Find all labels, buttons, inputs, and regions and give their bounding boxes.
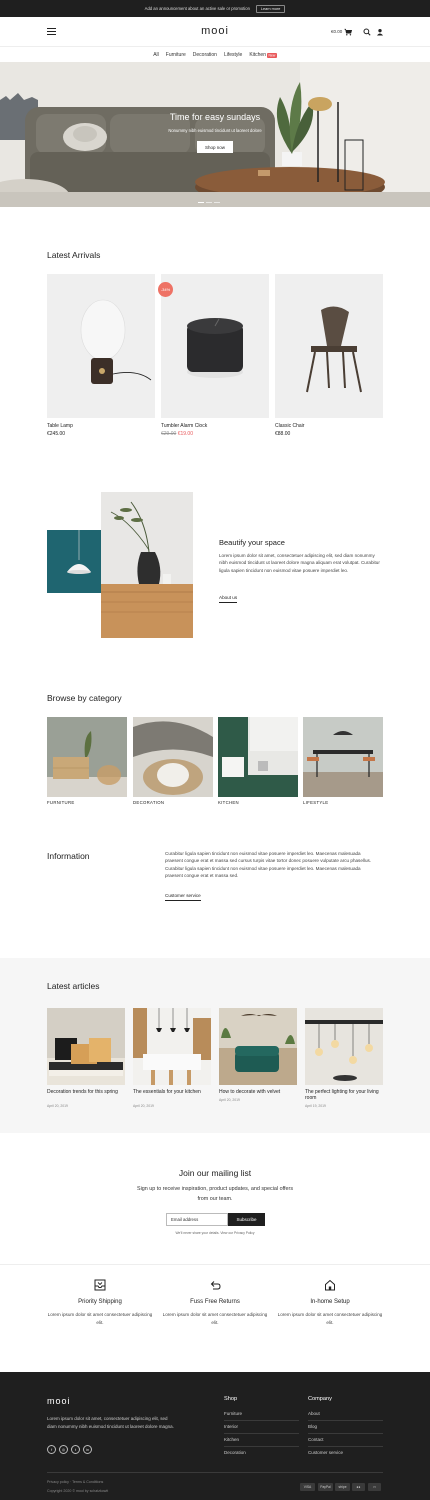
category-label-lifestyle[interactable]: LIFESTYLE <box>303 800 329 805</box>
category-label-furniture[interactable]: FURNITURE <box>47 800 75 805</box>
footer-divider <box>47 1472 383 1473</box>
customer-service-link[interactable]: Customer service <box>165 893 201 901</box>
article-image-decoration[interactable] <box>47 1008 125 1085</box>
site-header <box>0 17 430 47</box>
visa-icon: VISA <box>300 1483 315 1491</box>
beautify-text: Lorem ipsum dolor sit amet, consectetuer adipiscing elit, sed diam nonummy nibh euismod tincidunt ut laoreet dolore magna aliquam erat volutpat. Curabitur ligula sapien tincidunt non euismod vitae posuere imperdiet leo. <box>219 553 380 573</box>
feature-title-shipping: Priority Shipping <box>78 1299 122 1305</box>
feature-text-setup: Lorem ipsum dolor sit amet consectetuer adipiscing elit. <box>277 1312 383 1325</box>
arrivals-title: Latest Arrivals <box>47 250 101 260</box>
category-image-kitchen[interactable] <box>218 717 298 797</box>
article-date-4: April 19, 2019 <box>305 1104 326 1108</box>
articles-title: Latest articles <box>47 981 100 991</box>
nav-item-decoration[interactable]: Decoration <box>192 52 217 58</box>
twitter-icon[interactable]: t <box>71 1445 80 1454</box>
category-label-decoration[interactable]: DECORATION <box>133 800 165 805</box>
site-logo[interactable]: mooi <box>201 25 229 37</box>
privacy-note[interactable]: We'll never share your details. View our Privacy Policy <box>175 1231 255 1235</box>
article-date-2: April 20, 2019 <box>133 1104 154 1108</box>
category-image-furniture[interactable] <box>47 717 127 797</box>
cart-icon[interactable] <box>344 28 352 36</box>
product-price-chair: €88.00 <box>275 431 291 437</box>
card-icon: ▭ <box>368 1483 381 1491</box>
footer-link-furniture[interactable]: Furniture <box>224 1411 299 1421</box>
subscribe-button[interactable]: Subscribe <box>228 1213 265 1226</box>
discount-badge: -34% <box>158 282 173 297</box>
article-title-2[interactable]: The essentials for your kitchen <box>133 1089 201 1095</box>
article-image-lighting[interactable] <box>305 1008 383 1085</box>
article-date-3: April 20, 2019 <box>219 1098 240 1102</box>
product-image-lamp[interactable] <box>47 274 155 418</box>
nav-item-kitchen-label: Kitchen <box>249 52 266 58</box>
information-text: Curabitur ligula sapien tincidunt non euismod vitae posuere imperdiet leo. Maecenas malesuada praesent congue erat et massa sed cursus turpis vitae tortor donec posuere vulputate arcu phasellus. Curabitur ligula sapien tincidunt non euismod vitae posuere imperdiet leo. Maecenas malesuada praesent congue erat et massa sed. <box>165 851 372 879</box>
article-title-3[interactable]: How to decorate with velvet <box>219 1089 281 1095</box>
mailing-title: Join our mailing list <box>178 1168 252 1178</box>
announcement-text: Add an announcement about an active sale or promotion <box>144 6 250 11</box>
nav-item-kitchen[interactable] <box>249 52 276 58</box>
footer-link-about[interactable]: About <box>308 1411 383 1421</box>
article-title-4[interactable]: The perfect lighting for your living room <box>305 1089 379 1102</box>
product-image-clock[interactable] <box>161 274 269 418</box>
instagram-icon[interactable]: ◎ <box>59 1445 68 1454</box>
product-name-clock[interactable]: Tumbler Alarm Clock <box>161 423 208 429</box>
footer-company-title: Company <box>308 1396 332 1402</box>
article-date-1: April 20, 2019 <box>47 1104 68 1108</box>
feature-title-setup: In-home Setup <box>310 1299 350 1305</box>
article-image-velvet[interactable] <box>219 1008 297 1085</box>
announcement-bar <box>0 0 430 17</box>
footer-link-decoration[interactable]: Decoration <box>224 1450 246 1455</box>
return-icon <box>209 1279 221 1291</box>
vase-image <box>101 492 193 638</box>
product-image-chair[interactable] <box>275 274 383 418</box>
cart-total[interactable]: €0.00 <box>331 29 343 34</box>
main-nav <box>0 48 430 62</box>
learn-more-button[interactable]: Learn more <box>256 5 285 13</box>
footer-legal-links[interactable]: Privacy policy · Terms & Conditions <box>47 1480 104 1484</box>
footer-text: Lorem ipsum dolor sit amet, consectetuer adipiscing elit, sed diam nonummy nibh euismod tincidunt ut laoreet dolore magna. <box>47 1416 174 1429</box>
hero-title: Time for easy sundays <box>169 112 261 122</box>
beautify-title: Beautify your space <box>219 538 285 547</box>
divider <box>0 1264 430 1265</box>
category-label-kitchen[interactable]: KITCHEN <box>218 800 239 805</box>
shop-now-button[interactable]: Shop now <box>197 141 233 153</box>
category-image-lifestyle[interactable] <box>303 717 383 797</box>
search-icon[interactable] <box>363 28 371 36</box>
article-image-kitchen[interactable] <box>133 1008 211 1085</box>
footer-logo[interactable]: mooi <box>47 1396 71 1406</box>
product-name-lamp[interactable]: Table Lamp <box>47 423 73 429</box>
slider-dots[interactable] <box>198 202 220 203</box>
account-icon[interactable] <box>376 28 384 36</box>
feature-text-returns: Lorem ipsum dolor sit amet consectetuer adipiscing elit. <box>162 1312 268 1325</box>
footer-shop-title: Shop <box>224 1396 238 1402</box>
information-title: Information <box>47 851 90 861</box>
footer-link-kitchen[interactable]: Kitchen <box>224 1437 299 1447</box>
hero-subtitle: Nonummy nibh euismod tincidunt ut laoreet dolore <box>168 128 262 133</box>
mastercard-icon: ●● <box>352 1483 365 1491</box>
sale-price: €19.00 <box>177 431 193 437</box>
categories-title: Browse by category <box>47 693 122 703</box>
product-price-clock <box>161 431 193 437</box>
new-badge: New <box>268 53 276 57</box>
feature-text-shipping: Lorem ipsum dolor sit amet consectetuer adipiscing elit. <box>47 1312 153 1325</box>
email-field[interactable]: Email address <box>166 1213 228 1226</box>
nav-item-lifestyle[interactable]: Lifestyle <box>223 52 243 58</box>
hero-image <box>0 62 430 207</box>
nav-item-furniture[interactable]: Furniture <box>165 52 186 58</box>
article-title-1[interactable]: Decoration trends for this spring <box>47 1089 118 1095</box>
paypal-icon: PayPal <box>318 1483 333 1491</box>
footer-link-interior[interactable]: Interior <box>224 1424 299 1434</box>
footer-link-customer-service[interactable]: Customer service <box>308 1450 344 1455</box>
footer-link-contact[interactable]: Contact <box>308 1437 383 1447</box>
box-icon <box>94 1279 106 1291</box>
footer-link-blog[interactable]: Blog <box>308 1424 383 1434</box>
mailing-text: Sign up to receive inspiration, product updates, and special offers from our team. <box>136 1186 294 1202</box>
old-price: €29.00 <box>161 431 177 437</box>
stripe-icon: stripe <box>335 1483 350 1491</box>
product-name-chair[interactable]: Classic Chair <box>275 423 305 429</box>
feature-title-returns: Fuss Free Returns <box>190 1299 240 1305</box>
linkedin-icon[interactable]: in <box>83 1445 92 1454</box>
hero-banner <box>0 62 430 207</box>
nav-item-all[interactable]: All <box>153 52 159 58</box>
category-image-decoration[interactable] <box>133 717 213 797</box>
product-price-lamp: €245.00 <box>47 431 66 437</box>
home-icon <box>324 1279 336 1291</box>
facebook-icon[interactable]: f <box>47 1445 56 1454</box>
footer-copyright: Copyright 2020 © mooi by schatzkowit <box>47 1489 109 1493</box>
about-us-link[interactable]: About us <box>219 595 237 603</box>
